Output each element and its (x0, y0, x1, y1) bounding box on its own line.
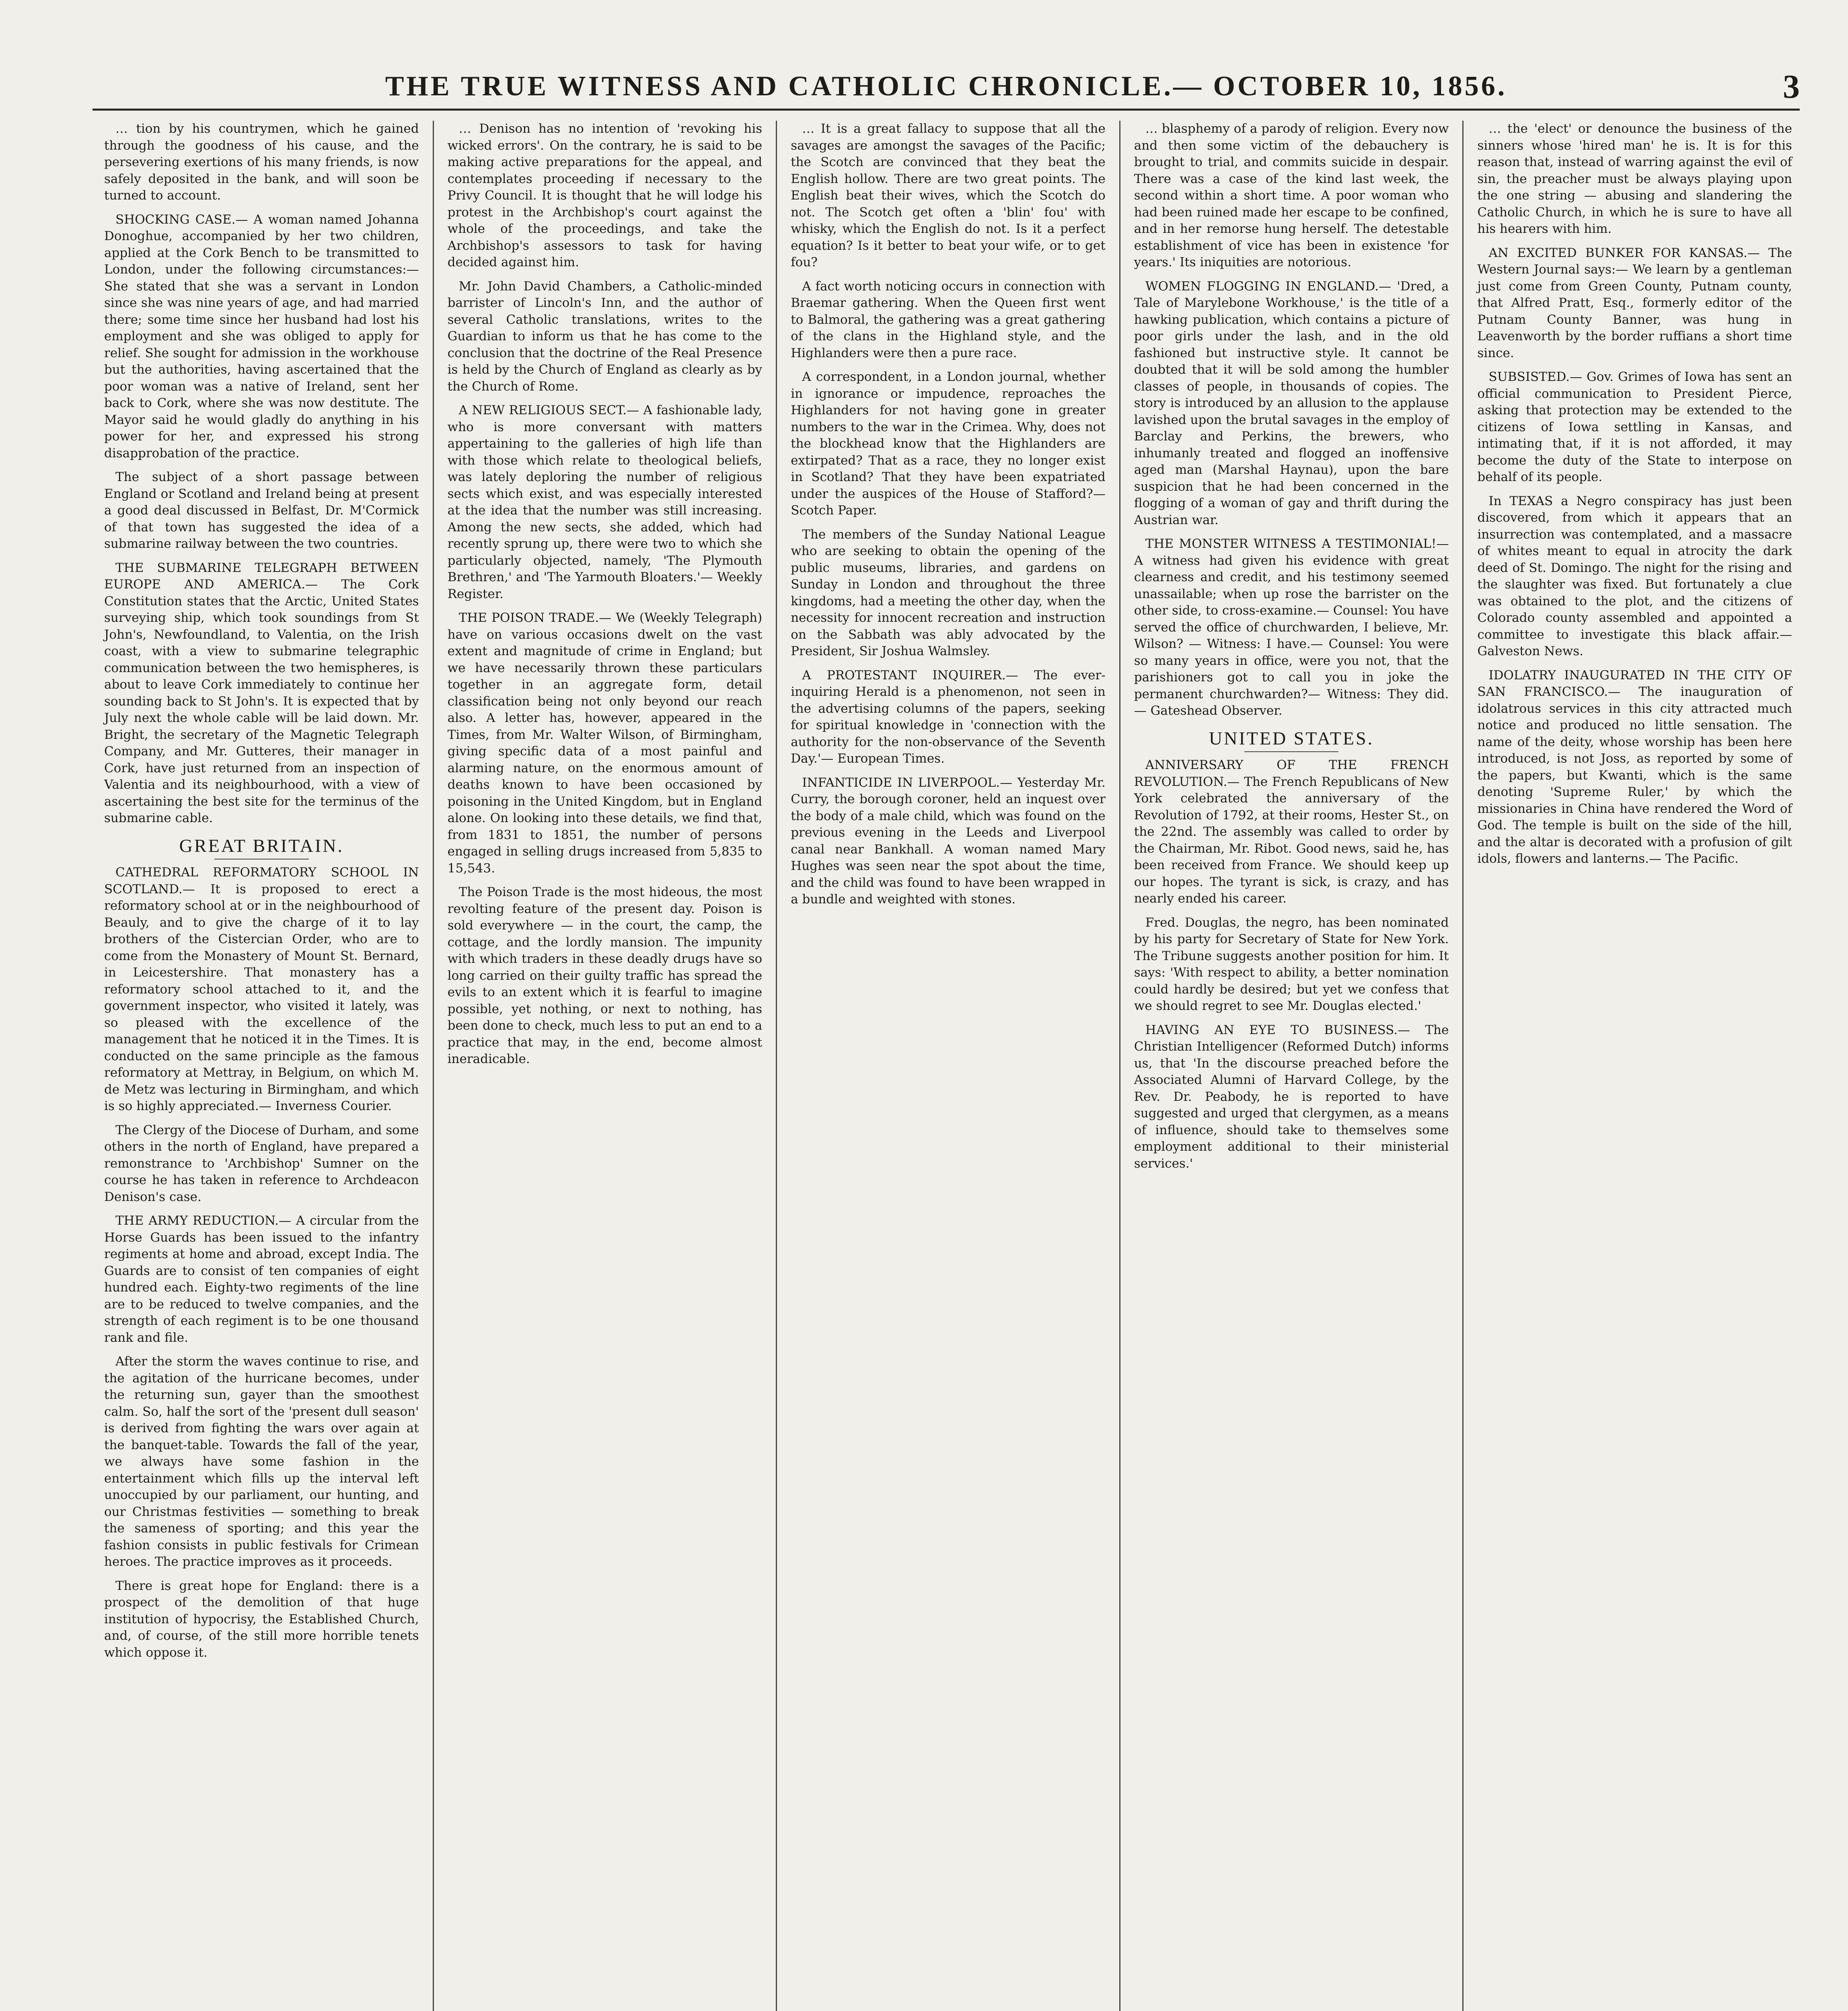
article-paragraph (104, 864, 419, 1115)
article-paragraph (791, 526, 1106, 660)
article-paragraph (1477, 493, 1792, 660)
article-paragraph (1477, 245, 1792, 362)
article-text: … the 'elect' or denounce the business of the sinners whose 'hired man' he is. It is for this reason that, instead of warring against the evil of sin, the preacher must be always playing upon the one string — abusing and slandering the Catholic Church, in which he is sure to have all his hearers with him. (1477, 121, 1792, 236)
article-text: — A witness had given his evidence with great clearness and credit, and his testimony seemed unassailable; when up rose the barrister on the other side, to cross-examine.— Counsel: You have served the office of churchwarden, I believe, Mr. Wilson? — Witness: I have.— Counsel: You were so many years in office, were you not, that the parishioners got to call you in joke the permanent churchwarden?— Witness: They did.— Gateshead Observer. (1134, 537, 1449, 718)
article-lede: A NEW RELIGIOUS SECT. (458, 403, 627, 417)
article-text: … Denison has no intention of 'revoking his wicked errors'. On the contrary, he is said to be making active preparations for the appeal, and contemplates proceeding if necessary to the Privy Council. It is thought that he will lodge his protest in the Archbishop's court against the whole of the proceedings, and take the Archbishop's assessors to task for having decided against him. (447, 121, 763, 269)
article-text: — The ever-inquiring Herald is a phenomenon, not seen in the advertising columns of the papers, seeking for spiritual knowledge in 'connection with the authority for the non-observance of the Seventh Day.'— European Times. (791, 668, 1106, 766)
article-text: — The French Republicans of New York celebrated the anniversary of the Revolution of 1792, at their rooms, Hester St., on the 22nd. The assembly was called to order by the Chairman, Mr. Ribot. Good news, said he, has been received from France. We should keep up our hopes. The tyrant is sick, is crazy, and has nearly ended his career. (1134, 774, 1449, 906)
article-paragraph (1134, 757, 1449, 907)
article-lede: IDOLATRY INAUGURATED IN THE CITY OF SAN FRANCISCO. (1477, 668, 1792, 699)
article-paragraph (104, 212, 419, 462)
column-5 (1462, 121, 1806, 2011)
article-text: — The inauguration of idolatrous services in this city attracted much notice and produced no little sensation. The name of the deity, whose worship has been here introduced, is not Joss, as reported by some of the papers, but Kwanti, which is the same denoting 'Supreme Ruler,' by which the missionaries in China have rendered the Word of God. The temple is built on the side of the hill, and the altar is decorated with a profusion of gilt idols, flowers and lanterns.— The Pacific. (1477, 685, 1792, 866)
article-text: — We (Weekly Telegraph) have on various occasions dwelt on the vast extent and magnitude of crime in England; but we have necessarily thrown these particulars together in an aggregate form, detail classification being not only beyond our reach also. A letter has, however, appeared in the Times, from Mr. Walter Wilson, of Birmingham, giving specific data of a most painful and alarming nature, on the enormous amount of deaths known to have been occasioned by poisoning in the United Kingdom, but in England alone. On looking into these details, we find that, from 1831 to 1851, the number of persons engaged in selling drugs increased from 5,835 to 15,543. (447, 611, 763, 876)
section-heading: UNITED STATES. (1209, 728, 1374, 748)
article-text: — The Christian Intelligencer (Reformed Dutch) informs us, that 'In the discourse preached before the Associated Alumni of Harvard College, by the Rev. Dr. Peabody, he is reported to have suggested and urged that clergymen, as a means of influence, should take to themselves some employment additional to their ministerial services.' (1134, 1022, 1449, 1171)
article-text: — 'Dred, a Tale of Marylebone Workhouse,' is the title of a hawking publication, which contains a picture of poor girls under the lash, and in the old fashioned but instructive style. It cannot be doubted that it will be sold among the humbler classes of people, in thousands of copies. The story is introduced by an allusion to the applause lavished upon the brutal savages in the employ of Barclay and Perkins, the brewers, who inhumanly treated and flogged an inoffensive aged man (Marshal Haynau), upon the bare suspicion that he had been concerned in the flogging of a woman of gay and thrift during the Austrian war. (1134, 279, 1449, 527)
newspaper-columns (90, 121, 1806, 2011)
section-rule (1244, 751, 1339, 752)
article-lede: SHOCKING CASE. (115, 212, 236, 227)
page-header (93, 70, 1800, 111)
article-paragraph (791, 278, 1106, 362)
article-text: — Yesterday Mr. Curry, the borough coroner, held an inquest over the body of a male child, which was found on the previous evening in the Leeds and Liverpool canal near Bankhall. A woman named Mary Hughes was seen near the spot about the time, and the child was found to have been wrapped in a bundle and weighted with stones. (791, 775, 1106, 907)
article-paragraph (448, 402, 763, 602)
article-paragraph (104, 1578, 419, 1661)
article-paragraph (1134, 915, 1449, 1015)
article-text: A fact worth noticing occurs in connection with Braemar gathering. When the Queen first went to Balmoral, the gathering was a great gathering of the clans in the Highland style, and the Highlanders were then a pure race. (791, 279, 1106, 360)
article-paragraph (1134, 121, 1449, 271)
article-lede: THE POISON TRADE. (458, 611, 599, 625)
article-lede: SUBSISTED. (1488, 370, 1570, 384)
article-lede: HAVING AN EYE TO BUSINESS. (1145, 1022, 1398, 1037)
running-title: THE TRUE WITNESS AND CATHOLIC CHRONICLE.— OCTOBER 10, 1856. (385, 71, 1507, 102)
article-text: In TEXAS a Negro conspiracy has just been discovered, from which it appears that an insurrection was contemplated, and a massacre of whites meant to equal in atrocity the dark deed of St. Domingo. The night for the rising and the slaughter was fixed. But fortunately a clue was obtained to the plot, and the citizens of Colorado county assembled and appointed a committee to investigate this black affair.— Galveston News. (1477, 493, 1792, 658)
article-paragraph (448, 278, 763, 395)
article-text: A correspondent, in a London journal, whether in ignorance or impudence, reproaches the Highlanders for not having gone in greater numbers to the war in the Crimea. Why, does not the blockhead know that the Highlanders are extirpated? That as a race, they no longer exist in Scotland? That they have been expatriated under the auspices of the House of Stafford?— Scotch Paper. (791, 370, 1106, 518)
article-paragraph (104, 469, 419, 553)
article-paragraph (448, 884, 763, 1068)
article-text: … blasphemy of a parody of religion. Every now and then some victim of the debauchery is brought to trial, and commits suicide in despair. There was a case of the kind last week, the second within a short time. A poor woman who had been ruined made her escape to be confined, and in her remorse hung herself. The detestable establishment of vice has been in existence 'for years.' Its iniquities are notorious. (1134, 121, 1449, 269)
article-lede: CATHEDRAL REFORMATORY SCHOOL IN SCOTLAND. (104, 865, 419, 897)
article-lede: ANNIVERSARY OF THE FRENCH REVOLUTION. (1134, 758, 1449, 789)
article-lede: A PROTESTANT INQUIRER. (802, 668, 1006, 683)
section-heading: GREAT BRITAIN. (179, 835, 344, 856)
article-lede: THE SUBMARINE TELEGRAPH BETWEEN EUROPE AND AMERICA. (104, 560, 419, 592)
article-paragraph (104, 560, 419, 827)
article-text: — A woman named Johanna Donoghue, accompanied by her two children, applied at the Cork Bench to be transmitted to London, under the following circumstances:— She stated that she was a servant in London since she was nine years of age, and had married there; some time since her husband had lost his employment and she was obliged to apply for relief. She sought for admission in the workhouse but the authorities, having ascertained that the poor woman was a native of Ireland, sent her back to Cork, where she was now destitute. The Mayor said he would gladly do anything in his power for her, and expressed his strong disapprobation of the practice. (104, 212, 419, 461)
article-lede: AN EXCITED BUNKER FOR KANSAS. (1488, 245, 1747, 260)
article-text: — Gov. Grimes of Iowa has sent an official communication to President Pierce, asking that protection may be extended to the citizens of Iowa settling in Kansas, and intimating that, if it is not afforded, it may become the duty of the State to interpose on behalf of its people. (1477, 370, 1792, 484)
article-paragraph (791, 775, 1106, 908)
column-3 (776, 121, 1119, 2011)
article-text: The subject of a short passage between England or Scotland and Ireland being at present a good deal discussed in Belfast, Dr. M'Cormick of that town has suggested the idea of a submarine railway between the two countries. (104, 470, 419, 551)
article-text: — The Western Journal says:— We learn by a gentleman just come from Green County, Putnam county, that Alfred Pratt, Esq., formerly editor of the Putnam County Banner, was hung in Leavenworth by the border ruffians a short time since. (1477, 245, 1792, 360)
article-text: After the storm the waves continue to rise, and the agitation of the hurricane becomes, under the returning sun, gayer than the smoothest calm. So, half the sort of the 'present dull season' is derived from fighting the wars over again at the banquet-table. Towards the fall of the year, we always have some fashion in the entertainment which fills up the interval left unoccupied by our parliament, our hunting, and our Christmas festivities — something to break the sameness of sporting; and this year the fashion consists in public festivals for Crimean heroes. The practice improves as it proceeds. (104, 1354, 419, 1569)
column-4 (1119, 121, 1463, 2011)
page-number: 3 (1783, 68, 1800, 105)
article-text: — A fashionable lady, who is more conversant with matters appertaining to the galleries of high life than with those which relate to theological beliefs, was lately deploring the number of religious sects which exist, and was especially interested at the idea that the number was still increasing. Among the new sects, she added, which had recently sprung up, there were two to which she particularly objected, namely, 'The Plymouth Brethren,' and 'The Yarmouth Bloaters.'— Weekly Register. (447, 403, 763, 601)
article-paragraph (1477, 121, 1792, 238)
section-rule (214, 859, 309, 860)
article-lede: THE ARMY REDUCTION. (115, 1213, 279, 1228)
article-paragraph (448, 610, 763, 877)
article-text: The Poison Trade is the most hideous, the most revolting feature of the present day. Poison is sold everywhere — in the court, the camp, the cottage, and the lordly mansion. The impunity with which traders in these deadly drugs have so long carried on their guilty traffic has spread the evils to an extent which it is fearful to imagine possible, yet nothing, or next to nothing, has been done to check, much less to put an end to a practice that may, in the end, become almost ineradicable. (447, 885, 763, 1066)
article-paragraph (104, 1122, 419, 1206)
article-lede: INFANTICIDE IN LIVERPOOL. (802, 775, 1000, 790)
article-paragraph (104, 1353, 419, 1571)
article-paragraph (448, 121, 763, 271)
article-lede: WOMEN FLOGGING IN ENGLAND. (1145, 279, 1379, 294)
article-paragraph (791, 667, 1106, 767)
article-text: There is great hope for England: there is a prospect of the demolition of that huge institution of hypocrisy, the Established Church, and, of course, of the still more horrible tenets which oppose it. (104, 1578, 419, 1660)
article-text: Fred. Douglas, the negro, has been nominated by his party for Secretary of State for New York. The Tribune suggests another position for him. It says: 'With respect to ability, a better nomination could hardly be desired; but yet we confess that we should regret to see Mr. Douglas elected.' (1134, 915, 1449, 1013)
column-2 (433, 121, 776, 2011)
article-lede: THE MONSTER WITNESS A TESTIMONIAL! (1145, 537, 1437, 551)
article-text: … tion by his countrymen, which he gained through the goodness of his cause, and the persevering exertions of his many friends, is now safely deposited in the bank, and will soon be turned to account. (104, 121, 419, 203)
article-paragraph (1477, 667, 1792, 868)
article-paragraph (1134, 1022, 1449, 1172)
article-text: Mr. John David Chambers, a Catholic-minded barrister of Lincoln's Inn, and the author of several Catholic translations, writes to the Guardian to inform us that he has come to the conclusion that the doctrine of the Real Presence is held by the Church of England as clearly as by the Church of Rome. (447, 279, 763, 394)
article-paragraph (1134, 278, 1449, 529)
article-text: … It is a great fallacy to suppose that all the savages are amongst the savages of the Pacific; the Scotch are convinced that they beat the English hollow. There are two great points. The English beat their wives, which the Scotch do not. The Scotch get often a 'blin' fou' with whisky, which the English do not. Is it a perfect equation? Is it better to beat your wife, or to get fou? (791, 121, 1106, 269)
article-paragraph (1134, 536, 1449, 720)
column-1 (90, 121, 433, 2011)
article-paragraph (791, 121, 1106, 271)
article-text: — It is proposed to erect a reformatory school at or in the neighbourhood of Beauly, and to give the charge of it to lay brothers of the Cistercian Order, who are to come from the Monastery of Mount St. Bernard, in Leicestershire. That monastery has a reformatory school attached to it, and the government inspector, who visited it lately, was so pleased with the excellence of the management that he noticed it in the Times. It is conducted on the same principle as the famous reformatory at Mettray, in Belgium, on which M. de Metz was lecturing in Birmingham, and which is so highly appreciated.— Inverness Courier. (104, 882, 419, 1113)
article-text: — A circular from the Horse Guards has been issued to the infantry regiments at home and abroad, except India. The Guards are to consist of ten companies of eight hundred each. Eighty-two regiments of the line are to be reduced to twelve companies, and the strength of each regiment is to be one thousand rank and file. (104, 1213, 419, 1345)
article-paragraph (104, 121, 419, 204)
article-text: The members of the Sunday National League who are seeking to obtain the opening of the public museums, libraries, and gardens on Sunday in London and throughout the three kingdoms, had a meeting the other day, when the necessity for innocent recreation and instruction on the Sabbath was ably advocated by the President, Sir Joshua Walmsley. (791, 527, 1106, 658)
article-paragraph (1477, 369, 1792, 486)
article-paragraph (104, 1213, 419, 1346)
article-text: The Clergy of the Diocese of Durham, and some others in the north of England, have prepared a remonstrance to 'Archbishop' Sumner on the course he has taken in reference to Archdeacon Denison's case. (104, 1123, 419, 1204)
article-paragraph (791, 369, 1106, 519)
article-text: — The Cork Constitution states that the Arctic, United States surveying ship, which took soundings from St John's, Newfoundland, to Valentia, on the Irish coast, with a view to submarine telegraphic communication between the two hemispheres, is about to leave Cork immediately to continue her sounding back to St John's. It is expected that by July next the whole cable will be laid down. Mr. Bright, the secretary of the Magnetic Telegraph Company, and Mr. Gutteres, their manager in Cork, have just returned from an inspection of Valentia and its neighbourhood, with a view of ascertaining the best site for the terminus of the submarine cable. (104, 577, 419, 825)
